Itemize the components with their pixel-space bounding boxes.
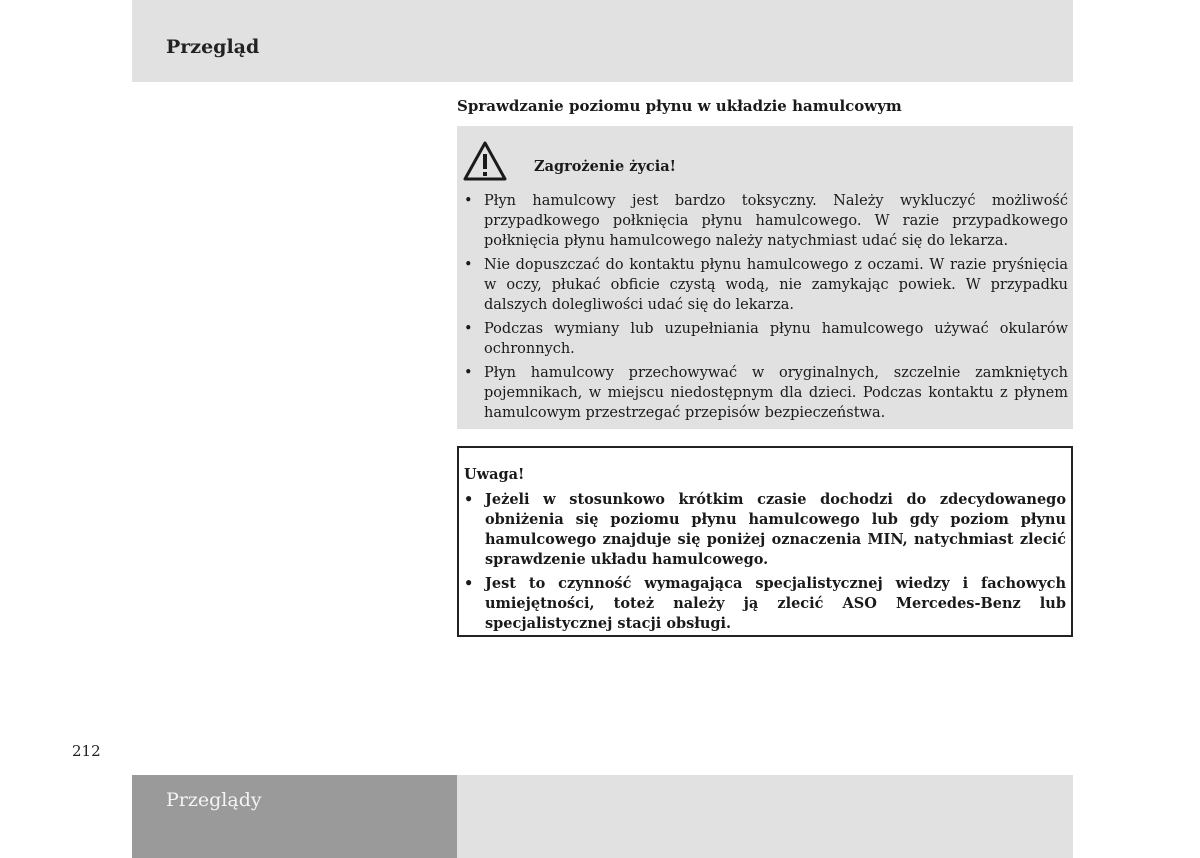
note-title: Uwaga! <box>464 466 525 483</box>
page-number: 212 <box>72 742 101 760</box>
header-band <box>132 0 1073 82</box>
warning-triangle-icon <box>462 140 508 182</box>
warning-item: • Podczas wymiany lub uzupełniania płynu hamulcowego używać okularów ochronnych. <box>464 319 1068 359</box>
section-title: Sprawdzanie poziomu płynu w układzie hamulcowym <box>457 97 902 115</box>
warning-item: • Nie dopuszczać do kontaktu płynu hamulcowego z oczami. W razie pryśnięcia w oczy, płukać obficie czystą wodą, nie zamykając powiek. W przypadku dalszych dolegliwości udać się do lekarza. <box>464 255 1068 315</box>
footer-band <box>457 775 1073 858</box>
note-box <box>457 446 1073 637</box>
warning-list <box>464 191 1068 427</box>
warning-item: • Płyn hamulcowy jest bardzo toksyczny. Należy wykluczyć możliwość przypadkowego połknięcia płynu hamulcowego. W razie przypadkowego połknięcia płynu hamulcowego należy natychmiast udać się do lekarza. <box>464 191 1068 251</box>
footer-chapter-title: Przeglądy <box>166 789 262 811</box>
warning-title: Zagrożenie życia! <box>534 158 676 175</box>
warning-item: • Płyn hamulcowy przechowywać w oryginalnych, szczelnie zamkniętych pojemnikach, w miejscu niedostępnym dla dzieci. Podczas kontaktu z płynem hamulcowym przestrzegać przepisów bezpieczeństwa. <box>464 363 1068 423</box>
note-list <box>464 490 1066 638</box>
page-header-title: Przegląd <box>166 36 260 58</box>
note-item: • Jeżeli w stosunkowo krótkim czasie dochodzi do zdecydowanego obniżenia się poziomu płynu hamulcowego lub gdy poziom płynu hamulcowego znajduje się poniżej oznaczenia MIN, natychmiast zlecić sprawdzenie układu hamulcowego. <box>464 490 1066 570</box>
note-item: • Jest to czynność wymagająca specjalistycznej wiedzy i fachowych umiejętności, toteż należy ją zlecić ASO Mercedes-Benz lub specjalistycznej stacji obsługi. <box>464 574 1066 634</box>
warning-box <box>457 126 1073 429</box>
footer-chapter-tab <box>132 775 457 858</box>
